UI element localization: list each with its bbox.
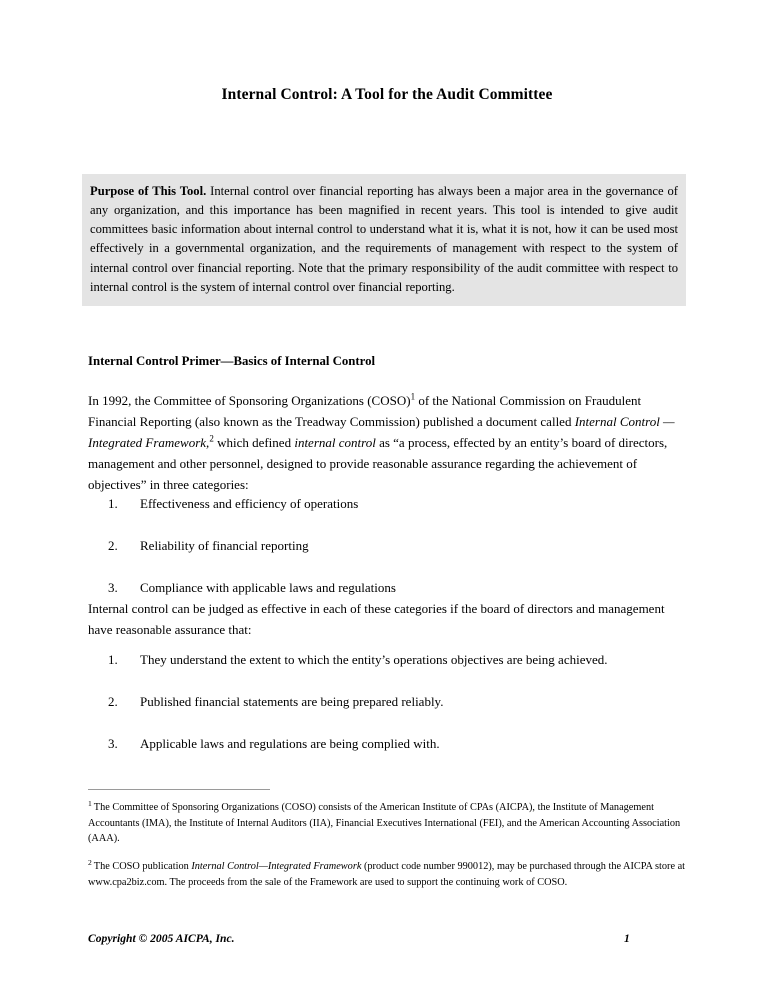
footnote-2-framework-title-italic: Internal Control—Integrated Framework xyxy=(191,860,362,872)
page-number: 1 xyxy=(624,932,630,945)
list-item-label: Reliability of financial reporting xyxy=(140,537,309,553)
list-item xyxy=(88,536,686,557)
list-reasonable-assurance xyxy=(88,650,686,754)
footnote-separator-rule xyxy=(88,789,270,790)
coso-text-part-3: which defined xyxy=(213,435,295,451)
list-item xyxy=(88,494,686,515)
list-item-label: Effectiveness and efficiency of operations xyxy=(140,496,359,511)
list-item-label: Applicable laws and regulations are being complied with. xyxy=(140,735,440,751)
list-item xyxy=(88,734,686,755)
footnote-marker-1[interactable]: 1 xyxy=(410,391,416,402)
list-item-number: 2. xyxy=(108,537,118,553)
copyright-notice: Copyright © 2005 AICPA, Inc. xyxy=(88,932,235,945)
paragraph-effectiveness-criteria: Internal control can be judged as effective in each of these categories if the board of directors and management have reasonable assurance that: xyxy=(88,601,665,638)
footnote-1-marker: 1 xyxy=(88,798,92,808)
paragraph-coso-definition xyxy=(88,390,686,495)
footnote-2-marker: 2 xyxy=(88,857,92,867)
list-item-number: 3. xyxy=(108,735,118,751)
list-item-number: 3. xyxy=(108,579,118,595)
footnote-2 xyxy=(88,859,686,890)
footnote-2-text-part-2: (product code number 990012), may be purchased through the AICPA store at www.cpa2biz.com. The proceeds from the sale of the Framework are used to support the continuing work of COSO. xyxy=(88,860,686,888)
footnote-2-text-part-1: The COSO publication xyxy=(93,860,192,872)
framework-title-italic: Internal Control — Integrated Framework, xyxy=(88,414,675,451)
coso-text-part-1: In 1992, the Committee of Sponsoring Organizations (COSO) xyxy=(88,393,411,408)
internal-control-term-italic: internal control xyxy=(294,435,376,451)
footnote-1-text: The Committee of Sponsoring Organizations (COSO) consists of the American Institute of CPAs (AICPA), the Institute of Management Accountants (IMA), the Institute of Internal Auditors (IIA), Financial Executives International (FEI), and the American Accounting Association (AAA). xyxy=(88,802,681,845)
list-item-number: 2. xyxy=(108,693,118,709)
footnote-marker-2[interactable]: 2 xyxy=(209,433,214,444)
list-item xyxy=(88,692,686,713)
list-item-label: Published financial statements are being prepared reliably. xyxy=(140,693,444,709)
coso-text-part-4: as “a process, effected by an entity’s board of directors, management and other personnel, designed to provide reasonable assurance regarding the achievement of objectives” in three categories: xyxy=(88,435,668,493)
coso-text-part-2: of the National Commission on Fraudulent Financial Reporting (also known as the Treadway Commission) published a document called xyxy=(88,393,642,430)
footnotes-section xyxy=(88,800,686,890)
list-item xyxy=(88,650,686,671)
page-title: Internal Control: A Tool for the Audit Committee xyxy=(221,86,553,103)
list-item-number: 1. xyxy=(108,496,118,511)
list-item xyxy=(88,578,686,599)
footnote-1 xyxy=(88,800,686,847)
purpose-callout-box xyxy=(82,174,686,306)
list-item-number: 1. xyxy=(108,652,118,667)
list-item-label: Compliance with applicable laws and regulations xyxy=(140,579,396,595)
list-three-categories xyxy=(88,494,686,598)
purpose-lead-label: Purpose of This Tool. xyxy=(90,184,207,198)
purpose-body-text: Internal control over financial reporting has always been a major area in the governance of any organization, and this importance has been magnified in recent years. This tool is intended to give audit committees basic information about internal control to understand what it is, what it is not, how it can be used most effectively in a governmental organization, and the requirements of management with respect to the system of internal control over financial reporting. Note that the primary responsibility of the audit committee with respect to internal control is the system of internal control over financial reporting. xyxy=(90,184,678,294)
section-heading-internal-control-primer: Internal Control Primer—Basics of Internal Control xyxy=(88,354,376,368)
list-item-label: They understand the extent to which the entity’s operations objectives are being achieved. xyxy=(140,652,608,667)
